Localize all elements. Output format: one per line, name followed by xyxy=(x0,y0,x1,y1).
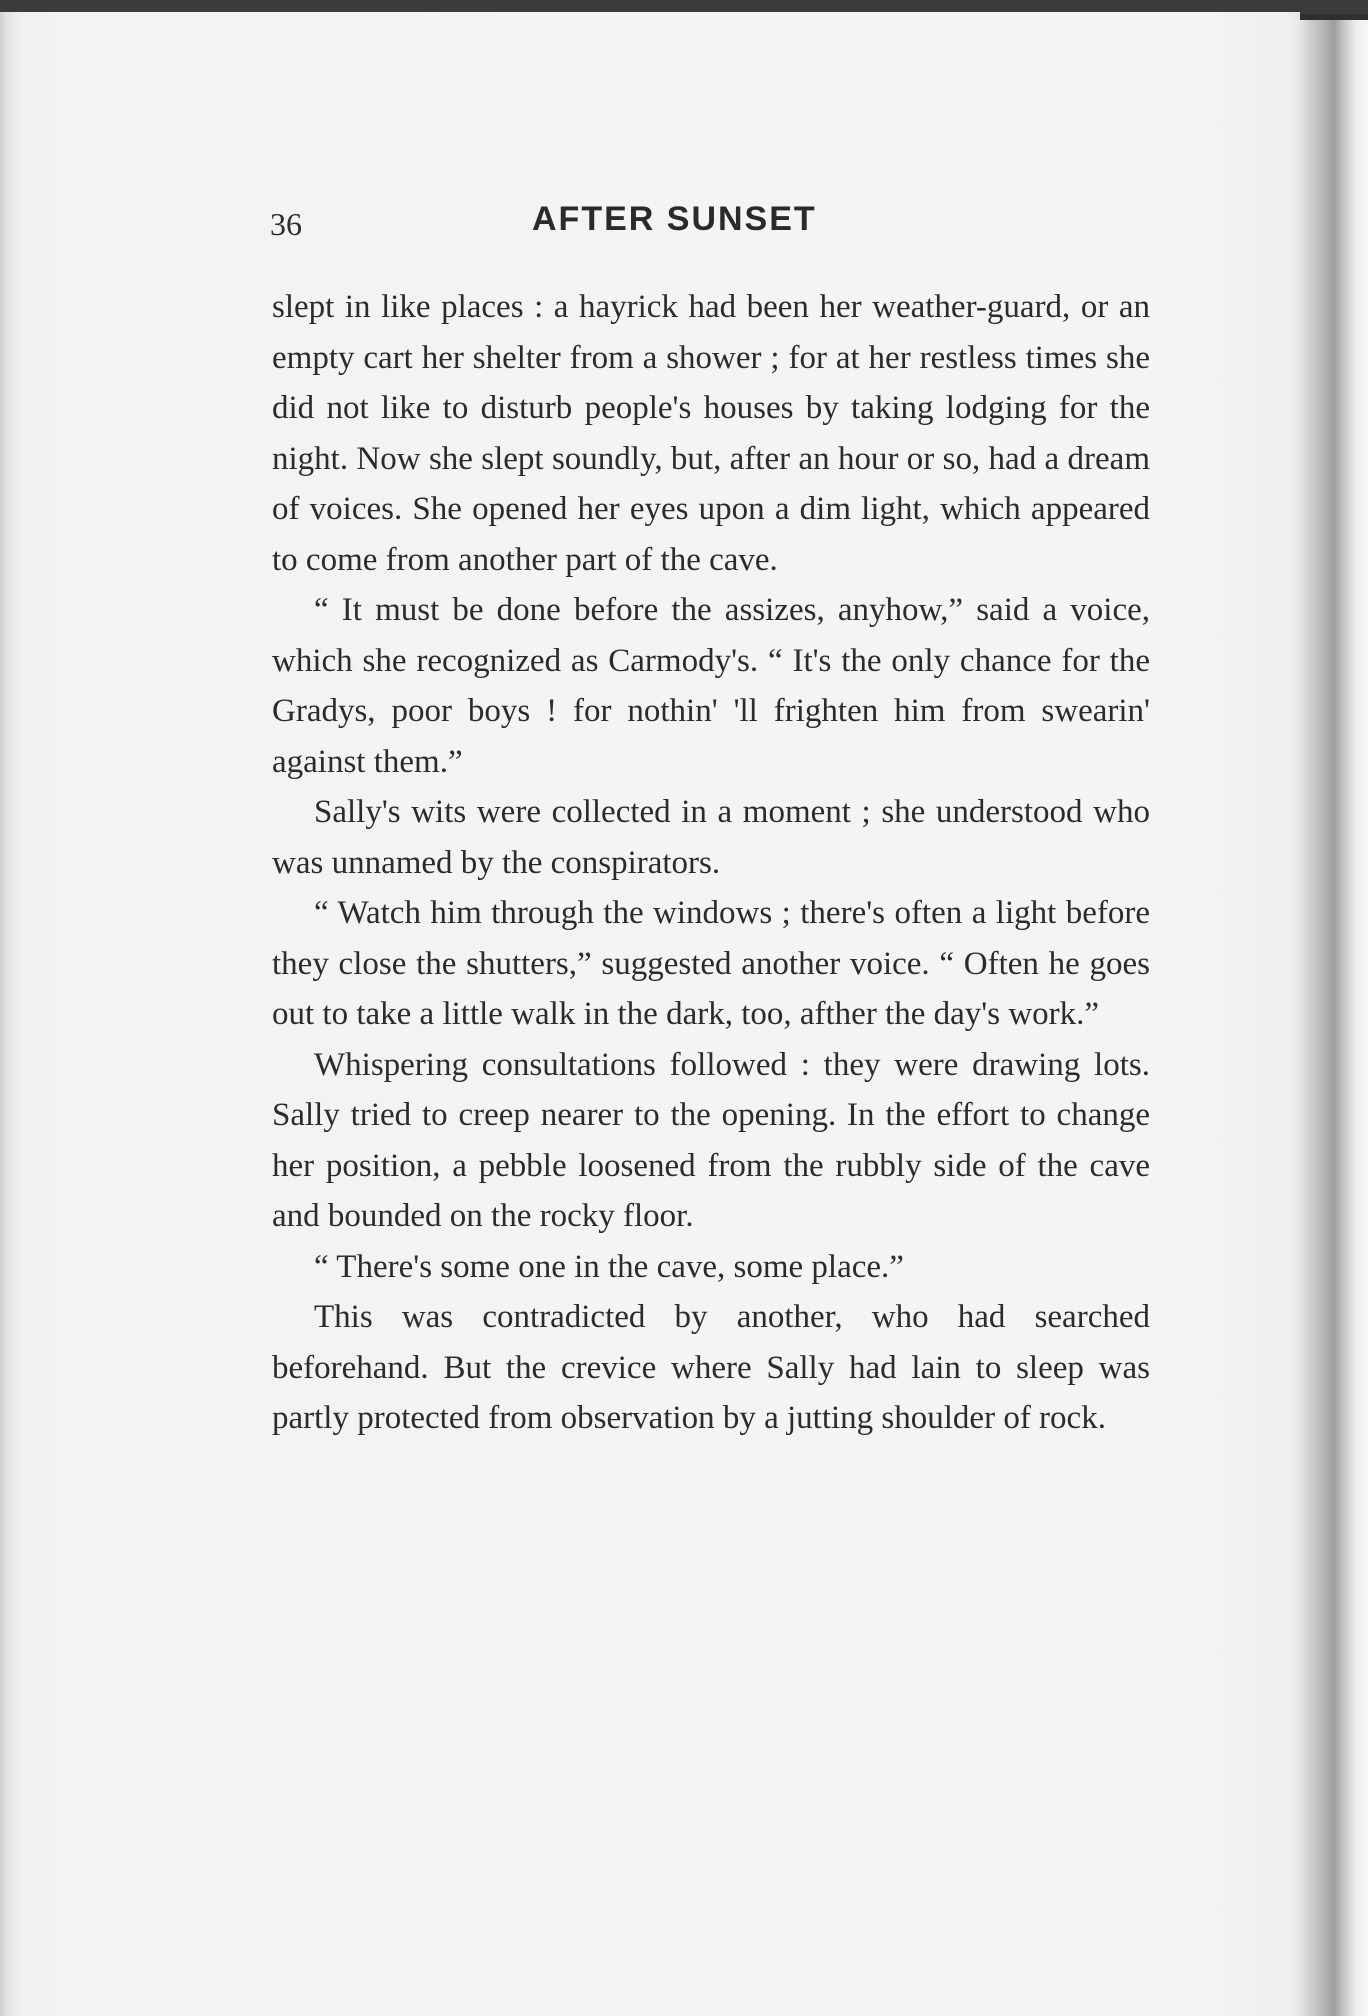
page-number: 36 xyxy=(270,206,302,242)
book-title: AFTER SUNSET xyxy=(532,200,817,238)
paragraph: “ There's some one in the cave, some place.” xyxy=(314,1248,904,1285)
body-text xyxy=(272,282,1150,1444)
page-gutter-edge xyxy=(0,12,26,2016)
paragraph: This was contradicted by another, who had searched beforehand. But the crevice where Sally had lain to sleep was partly protected from observation by a jutting shoulder of rock. xyxy=(272,1299,1150,1436)
paragraph: Sally's wits were collected in a moment ; she understood who was unnamed by the conspirators. xyxy=(272,794,1150,881)
paragraph: “ Watch him through the windows ; there's often a light before they close the shutters,” suggested another voice. “ Often he goes out to take a little walk in the dark, too, afther the day's work.” xyxy=(272,895,1150,1032)
paragraph: slept in like places : a hayrick had been her weather-guard, or an empty cart her shelter from a shower ; for at her restless times she did not like to disturb people's houses by taking lodging for the night. Now she slept soundly, but, after an hour or so, had a dream of voices. She opened her eyes upon a dim light, which appeared to come from another part of the cave. xyxy=(272,289,1150,578)
page-right-edge-shadow xyxy=(1300,20,1368,2016)
running-head xyxy=(270,200,882,250)
paragraph: “ It must be done before the assizes, anyhow,” said a voice, which she recognized as Carmody's. “ It's the only chance for the Gradys, poor boys ! for nothin' 'll frighten him from swearin' against them.” xyxy=(272,592,1150,780)
paragraph: Whispering consultations followed : they were drawing lots. Sally tried to creep nearer to the opening. In the effort to change her position, a pebble loosened from the rubbly side of the cave and bounded on the rocky floor. xyxy=(272,1046,1150,1234)
